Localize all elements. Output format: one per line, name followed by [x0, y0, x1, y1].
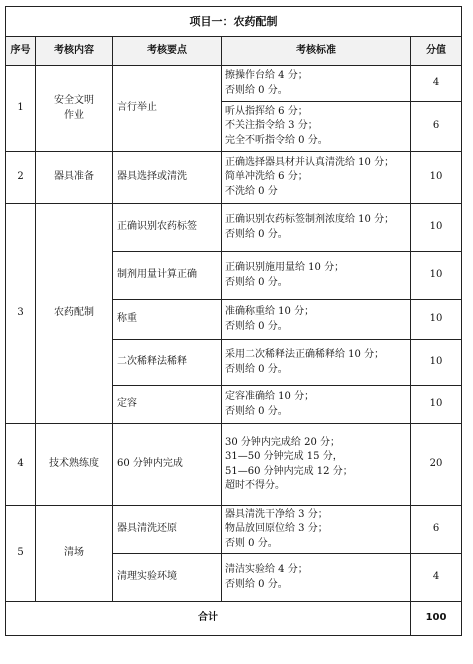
assessment-standard	[222, 152, 411, 204]
standard-line: 否则给 0 分。	[225, 320, 288, 332]
score-value: 10	[411, 252, 462, 300]
standard-line: 简单冲洗给 6 分；	[225, 171, 308, 183]
score-value: 4	[411, 66, 462, 102]
standard-line: 否则 0 分。	[225, 537, 278, 549]
content-line: 作业	[64, 109, 84, 121]
standard-line: 正确识别施用量给 10 分；	[225, 262, 345, 274]
total-row	[6, 602, 462, 636]
standard-line: 31—50 分钟完成 15 分，	[225, 451, 343, 463]
row-number: 4	[6, 424, 36, 506]
standard-line: 不洗给 0 分	[225, 185, 278, 197]
score-value: 6	[411, 506, 462, 554]
header-no: 序号	[6, 37, 36, 66]
assessment-point: 定容	[113, 386, 222, 424]
assessment-content	[36, 152, 113, 204]
standard-line: 器具清洗干净给 3 分；	[225, 509, 328, 521]
assessment-table	[5, 6, 462, 636]
assessment-standard	[222, 340, 411, 386]
assessment-content	[36, 424, 113, 506]
standard-line: 否则给 0 分。	[225, 405, 288, 417]
row-number: 1	[6, 66, 36, 152]
assessment-content	[36, 204, 113, 424]
assessment-point: 称重	[113, 300, 222, 340]
assessment-standard	[222, 424, 411, 506]
row-number: 5	[6, 506, 36, 602]
assessment-table-container	[5, 6, 462, 636]
standard-line: 不关注指令给 3 分；	[225, 120, 318, 132]
standard-line: 否则给 0 分。	[225, 578, 288, 590]
score-value: 10	[411, 204, 462, 252]
standard-line: 完全不听指令给 0 分。	[225, 134, 328, 146]
content-line: 技术熟练度	[49, 458, 99, 470]
standard-line: 正确识别农药标签制剂浓度给 10 分；	[225, 214, 395, 226]
row-number: 3	[6, 204, 36, 424]
standard-line: 定容准确给 10 分；	[225, 391, 315, 403]
assessment-point: 二次稀释法稀释	[113, 340, 222, 386]
header-content: 考核内容	[36, 37, 113, 66]
content-line: 农药配制	[54, 307, 94, 319]
assessment-point: 正确识别农药标签	[113, 204, 222, 252]
assessment-point: 制剂用量计算正确	[113, 252, 222, 300]
assessment-content	[36, 506, 113, 602]
table-row	[6, 152, 462, 204]
table-row	[6, 424, 462, 506]
score-value: 10	[411, 152, 462, 204]
standard-line: 采用二次稀释法正确稀释给 10 分；	[225, 349, 385, 361]
standard-line: 擦操作台给 4 分；	[225, 70, 308, 82]
assessment-point: 清理实验环境	[113, 554, 222, 602]
content-line: 清场	[64, 547, 84, 559]
score-value: 4	[411, 554, 462, 602]
standard-line: 物品放回原位给 3 分；	[225, 523, 328, 535]
assessment-standard	[222, 102, 411, 152]
assessment-standard	[222, 506, 411, 554]
content-line: 器具准备	[54, 171, 94, 183]
assessment-standard	[222, 300, 411, 340]
standard-line: 清洁实验给 4 分；	[225, 564, 308, 576]
score-value: 6	[411, 102, 462, 152]
standard-line: 听从指挥给 6 分；	[225, 106, 308, 118]
score-value: 10	[411, 300, 462, 340]
assessment-point: 器具选择或清洗	[113, 152, 222, 204]
standard-line: 正确选择器具材并认真清洗给 10 分；	[225, 157, 395, 169]
standard-line: 准确称重给 10 分；	[225, 306, 315, 318]
header-score: 分值	[411, 37, 462, 66]
standard-line: 30 分钟内完成给 20 分；	[225, 437, 340, 449]
standard-line: 51—60 分钟内完成 12 分；	[225, 465, 353, 477]
standard-line: 否则给 0 分。	[225, 228, 288, 240]
assessment-standard	[222, 66, 411, 102]
assessment-point: 言行举止	[113, 66, 222, 152]
assessment-point: 60 分钟内完成	[113, 424, 222, 506]
score-value: 10	[411, 340, 462, 386]
assessment-standard	[222, 252, 411, 300]
assessment-standard	[222, 554, 411, 602]
assessment-standard	[222, 204, 411, 252]
standard-line: 否则给 0 分。	[225, 84, 288, 96]
score-value: 10	[411, 386, 462, 424]
header-standard: 考核标准	[222, 37, 411, 66]
table-row	[6, 204, 462, 252]
standard-line: 超时不得分。	[225, 479, 285, 491]
table-title: 项目一：农药配制	[6, 7, 462, 37]
score-value: 20	[411, 424, 462, 506]
row-number: 2	[6, 152, 36, 204]
table-row	[6, 66, 462, 102]
total-score: 100	[411, 602, 462, 636]
table-row	[6, 506, 462, 554]
standard-line: 否则给 0 分。	[225, 363, 288, 375]
assessment-standard	[222, 386, 411, 424]
total-label: 合计	[6, 602, 411, 636]
assessment-point: 器具清洗还原	[113, 506, 222, 554]
header-points: 考核要点	[113, 37, 222, 66]
content-line: 安全文明	[54, 95, 94, 107]
assessment-content	[36, 66, 113, 152]
standard-line: 否则给 0 分。	[225, 276, 288, 288]
